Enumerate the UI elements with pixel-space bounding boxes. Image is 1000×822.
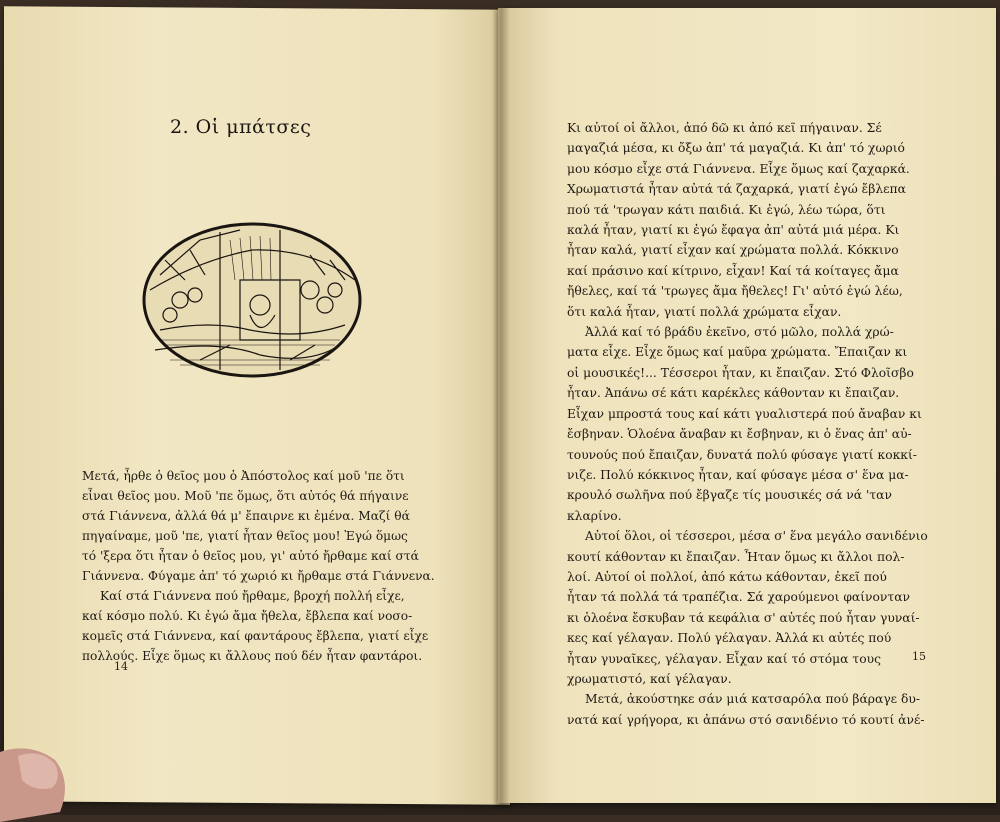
text-line: πού τά 'τρωγαν κάτι παιδιά. Κι ἐγώ, λέω τώρα, ὅτι xyxy=(567,202,886,217)
oval-engraving-illustration xyxy=(140,220,365,380)
text-line: ματα εἶχε. Εἶχε ὅμως καί μαῦρα χρώματα. Ἔπαιζαν κι xyxy=(567,345,908,360)
text-line: πηγαίναμε, μοῦ 'πε, γιατί ἦταν θεῖος μου! Ἐγώ ὅμως xyxy=(82,529,408,543)
text-line: κουτί κάθονταν κι ἔπαιζαν. Ἦταν ὅμως κι ἄλλοι πολ- xyxy=(567,549,905,564)
text-line: καλά ἦταν, γιατί κι ἐγώ ἔφαγα ἀπ' αὐτά μιά μέρα. Κι xyxy=(567,223,900,238)
chapter-title: 2. Οἱ μπάτσες xyxy=(170,116,312,138)
text-line: Κι αὐτοί οἱ ἄλλοι, ἀπό δῶ κι ἀπό κεῖ πήγαιναν. Σέ xyxy=(567,121,882,135)
text-line: ἦταν. Ἀπάνω σέ κάτι καρέκλες κάθονταν κι ἔπαιζαν. xyxy=(567,386,900,401)
text-line: Γιάννενα. Φύγαμε ἀπ' τό χωριό κι ἤρθαμε στά Γιάννενα. xyxy=(82,569,435,583)
thumb-image xyxy=(0,742,70,822)
text-line: στά Γιάννενα, ἀλλά θά μ' ἔπαιρνε κι ἐμένα. Μαζί θά xyxy=(82,509,410,523)
text-line: καί κόσμο πολύ. Κι ἐγώ ἄμα ἤθελα, ἔβλεπα καί νοσο- xyxy=(82,609,413,623)
book-gutter xyxy=(492,6,510,805)
text-line: χρωματιστό, καί γέλαγαν. xyxy=(567,671,732,686)
text-line: ὅτι καλά ἦταν, γιατί πολλά χρώματα εἶχαν. xyxy=(567,304,842,319)
text-line: Μετά, ἦρθε ὁ θεῖος μου ὁ Ἀπόστολος καί μοῦ 'πε ὅτι xyxy=(82,469,405,483)
page-number-left: 14 xyxy=(114,660,128,673)
text-line: κες καί γέλαγαν. Πολύ γέλαγαν. Ἀλλά κι αὐτές πού xyxy=(567,631,892,646)
text-line: τουνούς πού ἔπαιζαν, δυνατά πολύ φύσαγε γιατί κοκκί- xyxy=(567,447,917,462)
text-line: Χρωματιστά ἦταν αὐτά τά ζαχαρκά, γιατί ἐγώ ἔβλεπα xyxy=(567,182,906,197)
text-line: Αὐτοί ὅλοι, οἱ τέσσεροι, μέσα σ' ἕνα μεγάλο σανιδένιο xyxy=(585,529,928,544)
text-line: κι ὁλοένα ἔσκυβαν τά κεφάλια σ' αὐτές πού ἦταν γυναί- xyxy=(567,610,920,625)
text-line: ἔσβηναν. Ὁλοένα ἄναβαν κι ἔσβηναν, κι ὁ ἕνας ἀπ' αὐ- xyxy=(567,427,912,442)
text-line: ἦταν γυναῖκες, γέλαγαν. Εἶχαν καί τό στόμα τους xyxy=(567,651,881,666)
text-line: εἶναι θεῖος μου. Μοῦ 'πε ὅμως, ὅτι αὐτός θά πήγαινε xyxy=(82,489,409,503)
right-page-text xyxy=(567,118,947,730)
text-line: καί πράσινο καί κίτρινο, εἶχαν! Καί τά κοίταγες ἄμα xyxy=(567,263,899,278)
text-line: Εἶχαν μπροστά τους καί κάτι γυαλιστερά πού ἄναβαν κι xyxy=(567,406,922,421)
text-line: κομεῖς στά Γιάννενα, καί φαντάρους ἔβλεπα, γιατί εἶχε xyxy=(82,629,429,643)
text-line: νατά καί γρήγορα, κι ἀπάνω στό σανιδένιο τό κουτί ἀνέ- xyxy=(567,712,925,727)
text-line: ἦταν καλά, γιατί εἶχαν καί χρώματα πολλά. Κόκκινο xyxy=(567,243,899,258)
text-line: κλαρίνο. xyxy=(567,508,622,523)
text-line: τό 'ξερα ὅτι ἦταν ὁ θεῖος μου, γι' αὐτό ἤρθαμε καί στά xyxy=(82,549,419,563)
text-line: νιζε. Πολύ κόκκινος ἦταν, καί φύσαγε μέσα σ' ἕνα μα- xyxy=(567,467,909,482)
text-line: μαγαζιά μέσα, κι ὄξω ἀπ' τά μαγαζιά. Κι ἀπ' τό χωριό xyxy=(567,141,905,156)
text-line: ἦταν τά πολλά τά τραπέζια. Σά χαρούμενοι φαίνονταν xyxy=(567,590,910,605)
left-page-text xyxy=(82,466,454,666)
text-line: λοί. Αὐτοί οἱ πολλοί, ἀπό κάτω κάθονταν, ἐκεῖ πού xyxy=(567,569,887,584)
page-number-right: 15 xyxy=(912,650,926,663)
text-line: ἤθελες, καί τά 'τρωγες ἄμα ἤθελες! Γι' αὐτό ἐγώ λέω, xyxy=(567,284,903,299)
text-line: Ἀλλά καί τό βράδυ ἐκεῖνο, στό μῶλο, πολλά χρώ- xyxy=(585,325,894,340)
text-line: πολλούς. Εἶχε ὅμως κι ἄλλους πού δέν ἦταν φαντάροι. xyxy=(82,649,423,663)
text-line: οἱ μουσικές!... Τέσσεροι ἦταν, κι ἔπαιζαν. Στό Φλοῖσβο xyxy=(567,365,914,380)
text-line: Καί στά Γιάννενα πού ἤρθαμε, βροχή πολλή εἶχε, xyxy=(100,589,405,603)
text-line: μου κόσμο εἶχε στά Γιάννενα. Εἶχε ὅμως καί ζαχαρκά. xyxy=(567,161,910,176)
text-line: κρουλό σωλῆνα πού ἔβγαζε τίς μουσικές σά νά 'ταν xyxy=(567,488,892,503)
text-line: Μετά, ἀκούστηκε σάν μιά κατσαρόλα πού βάραγε δυ- xyxy=(585,692,921,707)
